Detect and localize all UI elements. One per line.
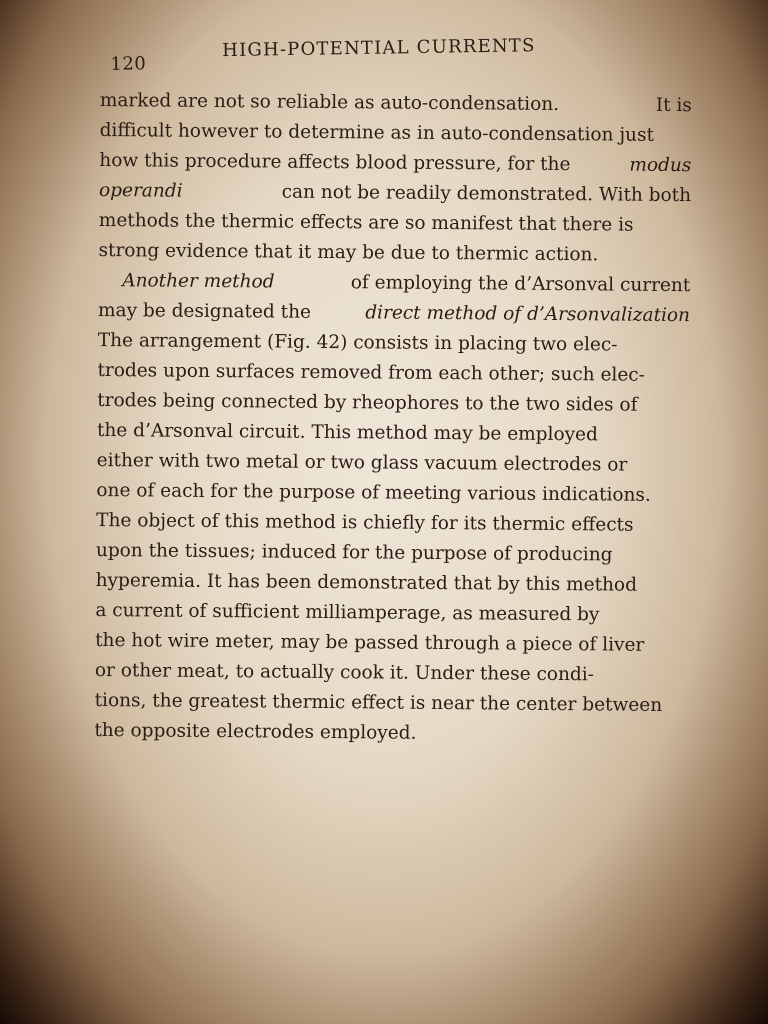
text-line: strong evidence that it may be due to thermic action.	[98, 239, 599, 266]
text-line: trodes upon surfaces removed from each other; such elec-	[97, 359, 646, 386]
text-line: Another method of employing the d’Arsonval current	[122, 270, 691, 297]
running-head: HIGH-POTENTIAL CURRENTS	[222, 35, 536, 62]
page-header	[100, 29, 693, 76]
text-line: methods the thermic effects are so manifest that there is	[98, 209, 634, 236]
page-number: 120	[110, 53, 147, 75]
text-line: hyperemia. It has been demonstrated that by this method	[95, 569, 638, 596]
text-line: how this procedure affects blood pressure, for the modus	[99, 149, 692, 177]
text-line: operandi can not be readily demonstrated. With both	[98, 179, 692, 207]
text-line: tions, the greatest thermic effect is near the center between	[94, 689, 663, 716]
text-line: The arrangement (Fig. 42) consists in placing two elec-	[97, 329, 618, 356]
text-line: upon the tissues; induced for the purpose of producing	[95, 539, 613, 566]
text-line: may be designated the direct method of d’Arsonvalization	[97, 299, 691, 327]
text-line: or other meat, to actually cook it. Under these condi-	[94, 659, 595, 686]
text-line: either with two metal or two glass vacuum electrodes or	[96, 449, 628, 476]
text-line: difficult however to determine as in auto-condensation just	[99, 119, 655, 146]
text-line: the hot wire meter, may be passed through a piece of liver	[95, 629, 645, 656]
text-line: trodes being connected by rheophores to the two sides of	[97, 389, 638, 416]
body-text	[94, 86, 692, 751]
text-line: a current of sufficient milliamperage, as measured by	[95, 599, 600, 626]
text-line: marked are not so reliable as auto-condensation. It is	[99, 89, 692, 117]
book-page	[94, 35, 692, 746]
text-line: The object of this method is chiefly for its thermic effects	[96, 509, 634, 536]
text-line: one of each for the purpose of meeting various indications.	[96, 479, 651, 506]
text-line: the d’Arsonval circuit. This method may be employed	[96, 419, 598, 446]
text-line: the opposite electrodes employed.	[94, 719, 417, 744]
